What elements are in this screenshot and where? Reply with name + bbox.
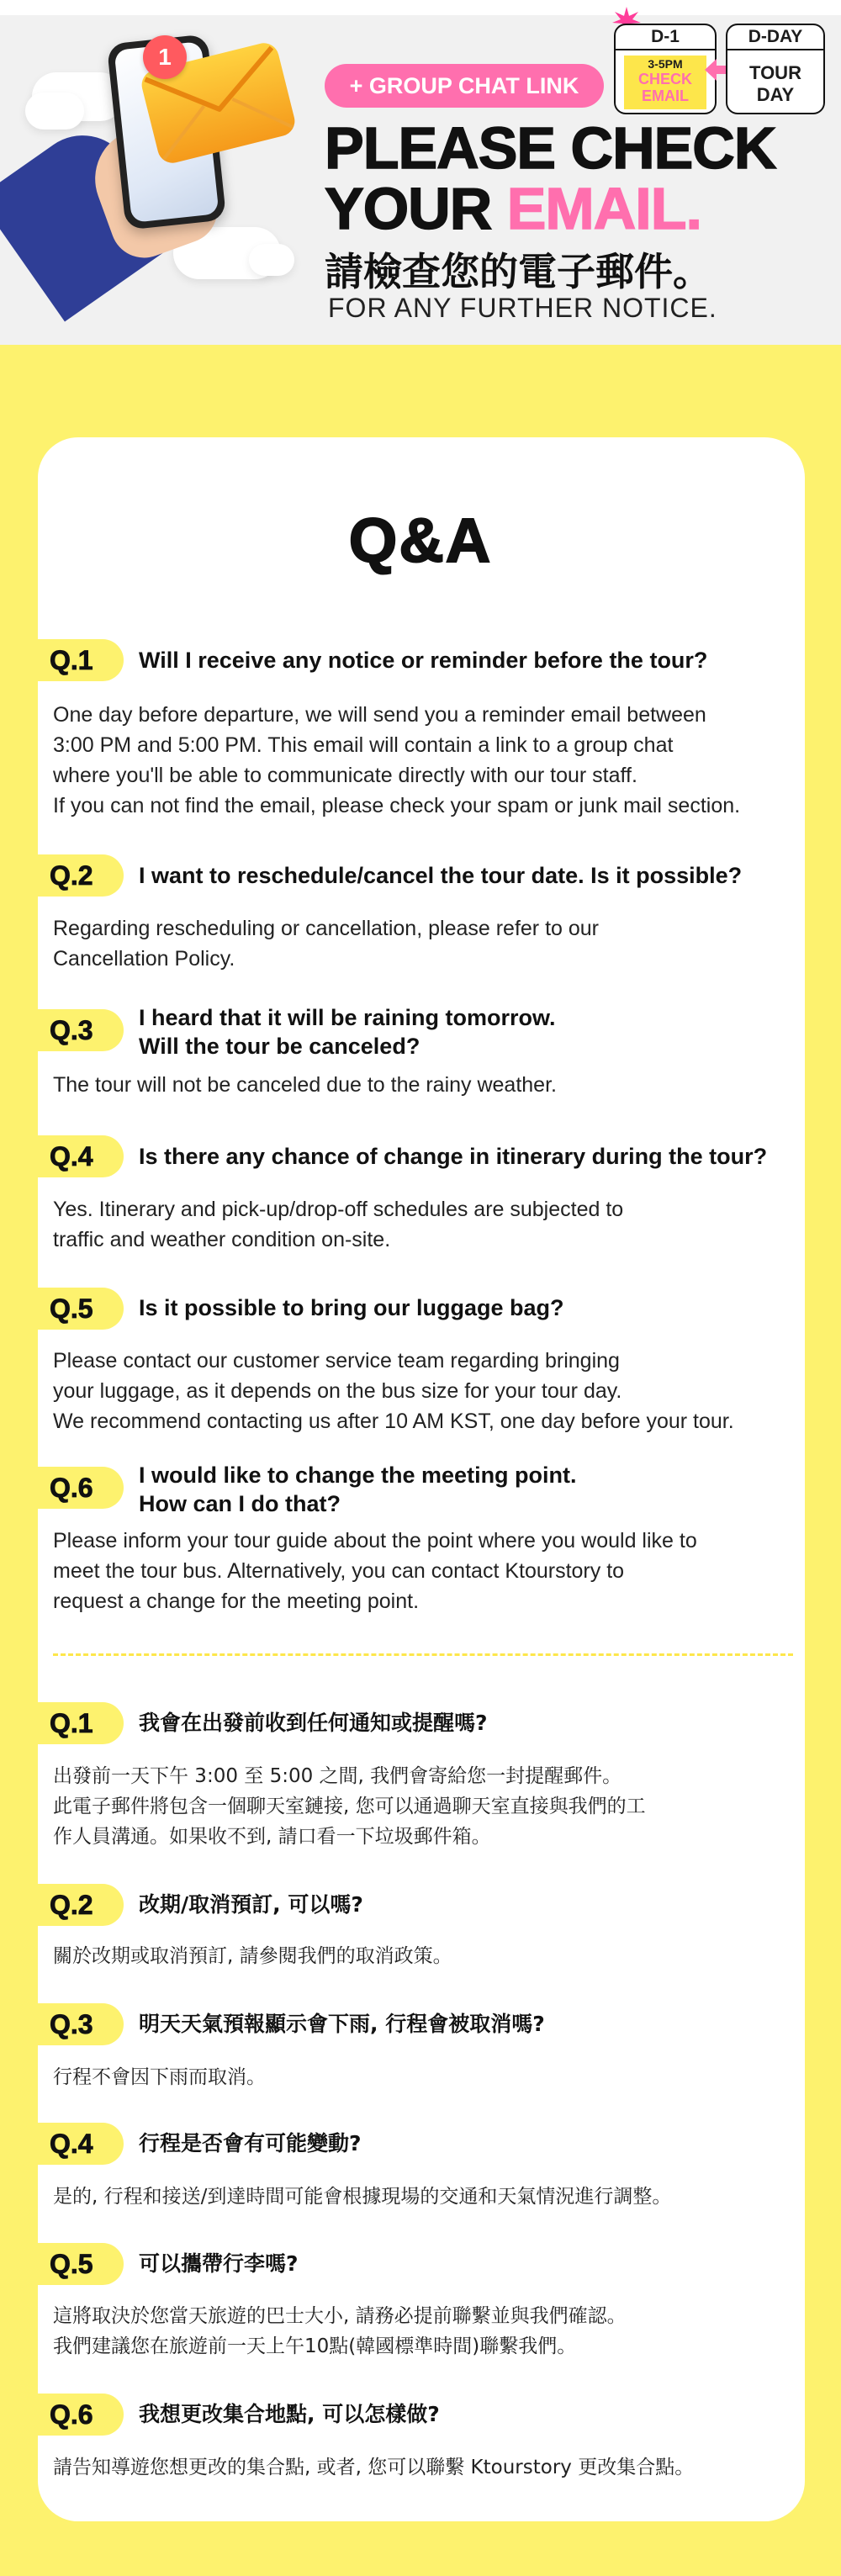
cloud-left-small: [25, 93, 84, 130]
zh-q3-answer: 行程不會因下雨而取消。: [53, 2066, 266, 2088]
en-q3-answer: The tour will not be canceled due to the rainy weather.: [53, 1073, 557, 1097]
en-q3-question: I heard that it will be raining tomorrow. Will the tour be canceled?: [139, 1005, 556, 1059]
zh-q3-question: 明天天氣預報顯示會下雨, 行程會被取消嗎?: [139, 2012, 545, 2036]
en-q4-question: Is there any chance of change in itinerary during the tour?: [139, 1144, 768, 1169]
en-q6-answer: Please inform your tour guide about the point where you would like to meet the tour bus. Alternatively, you can contact Ktourstory to request a change for the meeting point.: [53, 1529, 697, 1613]
zh-q6-answer: 請告知導遊您想更改的集合點, 或者, 您可以聯繫 Ktourstory 更改集合點。: [53, 2457, 695, 2478]
en-q2-number: Q.2: [38, 854, 124, 897]
en-q5-number: Q.5: [38, 1288, 124, 1330]
zh-q4-answer: 是的, 行程和接送/到達時間可能會根據現場的交通和天氣情況進行調整。: [53, 2186, 672, 2208]
en-q3-number: Q.3: [38, 1009, 124, 1051]
headline-email: EMAIL.: [506, 176, 701, 241]
en-q5-question: Is it possible to bring our luggage bag?: [139, 1295, 564, 1320]
dday-card: [726, 24, 825, 114]
zh-q4-question: 行程是否會有可能變動?: [139, 2131, 362, 2155]
zh-q1-question: 我會在出發前收到任何通知或提醒嗎?: [139, 1711, 488, 1735]
en-q6-number: Q.6: [38, 1467, 124, 1509]
zh-q2-number: Q.2: [38, 1884, 124, 1926]
headline-line2: [325, 178, 701, 239]
d1-card: [614, 24, 717, 114]
zh-q6-question: 我想更改集合地點, 可以怎樣做?: [139, 2402, 440, 2426]
notification-badge: 1: [143, 35, 187, 79]
en-q6-question: I would like to change the meeting point. How can I do that?: [139, 1463, 577, 1516]
qa-title: Q&A: [348, 505, 493, 575]
en-q2-answer: Regarding rescheduling or cancellation, please refer to our Cancellation Policy.: [53, 917, 599, 971]
en-q1-answer: One day before departure, we will send you a reminder email between 3:00 PM and 5:00 PM. This email will contain a link to a group chat where you'll be able to communicate directly with our tour staff. If you can not find the email, please check your spam or junk mail section.: [53, 703, 741, 817]
dday-line1: TOUR: [749, 62, 801, 83]
email-notice-banner: [0, 0, 841, 345]
en-q4-answer: Yes. Itinerary and pick-up/drop-off schedules are subjected to traffic and weather condition on-site.: [53, 1198, 624, 1251]
zh-q1-answer: 出發前一天下午 3:00 至 5:00 之間, 我們會寄給您一封提醒郵件。 此電子郵件將包含一個聊天室鏈接, 您可以通過聊天室直接與我們的工 作人員溝通。如果收不到, 請口看一下垃圾郵件箱。: [53, 1765, 646, 1848]
zh-q1-number: Q.1: [38, 1702, 124, 1744]
d1-label: D-1: [616, 25, 715, 50]
en-q5-answer: Please contact our customer service team regarding bringing your luggage, as it depends on the bus size for your tour day. We recommend contacting us after 10 AM KST, one day before your tour.: [53, 1349, 734, 1433]
zh-q5-number: Q.5: [38, 2243, 124, 2285]
d1-time: 3-5PM: [648, 57, 683, 71]
section-divider: [53, 1653, 793, 1656]
further-notice-text: FOR ANY FURTHER NOTICE.: [328, 293, 717, 323]
dday-label: D-DAY: [727, 25, 823, 50]
zh-q3-number: Q.3: [38, 2003, 124, 2045]
zh-q5-question: 可以攜帶行李嗎?: [139, 2251, 299, 2276]
en-q2-question: I want to reschedule/cancel the tour date. Is it possible?: [139, 863, 743, 888]
d1-highlight: [624, 56, 706, 109]
dday-line2: DAY: [756, 84, 795, 105]
en-q4-number: Q.4: [38, 1135, 124, 1177]
top-strip: [0, 0, 841, 15]
d1-action-line2: EMAIL: [642, 87, 689, 104]
d1-action-line1: CHECK: [637, 71, 692, 87]
headline-line1: PLEASE CHECK: [325, 115, 776, 181]
cloud-right-small: [249, 244, 294, 276]
zh-q2-answer: 關於改期或取消預訂, 請參閱我們的取消政策。: [53, 1945, 452, 1967]
headline-chinese: 請檢查您的電子郵件。: [325, 249, 711, 294]
zh-q4-number: Q.4: [38, 2123, 124, 2165]
en-q1-question: Will I receive any notice or reminder before the tour?: [139, 648, 708, 673]
zh-q6-number: Q.6: [38, 2394, 124, 2436]
zh-q2-question: 改期/取消預訂, 可以嗎?: [139, 1892, 363, 1917]
en-q1-number: Q.1: [38, 639, 124, 681]
zh-q5-answer: 這將取決於您當天旅遊的巴士大小, 請務必提前聯繫並與我們確認。 我們建議您在旅遊前一天上午10點(韓國標準時間)聯繫我們。: [53, 2305, 627, 2357]
group-chat-link-pill: + GROUP CHAT LINK: [325, 64, 604, 108]
headline-your: YOUR: [325, 176, 507, 241]
